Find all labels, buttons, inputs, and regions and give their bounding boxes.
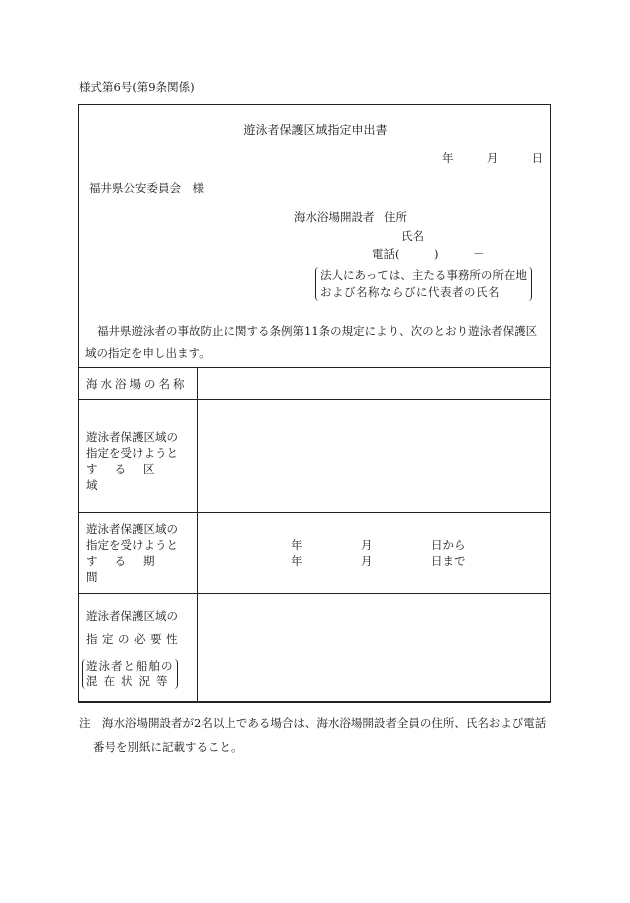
telephone-label: 電話( ) － bbox=[372, 247, 485, 261]
date-year: 年 bbox=[442, 151, 454, 165]
form-number: 様式第6号(第9条関係) bbox=[79, 80, 195, 94]
corporation-note-line1: 法人にあっては、主たる事務所の所在地 bbox=[320, 268, 527, 282]
name-label: 氏名 bbox=[401, 229, 424, 243]
necessity-label bbox=[79, 594, 198, 703]
date-month: 月 bbox=[486, 151, 499, 165]
area-field[interactable] bbox=[198, 400, 551, 513]
statement-text: 福井県遊泳者の事故防止に関する条例第11条の規定により、次のとおり遊泳者保護区域の指定を申し出ます。 bbox=[85, 324, 538, 360]
application-form bbox=[78, 104, 551, 702]
period-to-day: 日まで bbox=[431, 554, 466, 568]
period-label bbox=[79, 513, 198, 594]
table-row bbox=[79, 513, 551, 594]
addressee: 福井県公安委員会 様 bbox=[89, 181, 204, 195]
area-label-line2: 指定を受けようと bbox=[86, 446, 178, 460]
area-label-line1: 遊泳者保護区域の bbox=[86, 430, 178, 444]
date-line bbox=[442, 153, 543, 165]
necessity-bracket-line1: 遊泳者と船舶の bbox=[86, 658, 174, 673]
applicant-label: 海水浴場開設者 bbox=[294, 210, 375, 224]
period-from-day: 日から bbox=[431, 538, 466, 552]
period-from-year: 年 bbox=[291, 538, 303, 552]
period-to-month: 月 bbox=[361, 554, 373, 568]
note-line1: 注 海水浴場開設者が2名以上である場合は、海水浴場開設者全員の住所、氏名および電話 bbox=[79, 716, 547, 730]
period-label-line3: する期間 bbox=[86, 554, 172, 584]
corporation-note bbox=[315, 267, 532, 301]
beach-name-field[interactable] bbox=[198, 368, 551, 400]
form-title: 遊泳者保護区域指定申出書 bbox=[243, 123, 388, 137]
period-label-line2: 指定を受けようと bbox=[86, 538, 178, 552]
period-grid bbox=[198, 533, 550, 573]
beach-name-label: 海水浴場の名称 bbox=[79, 368, 198, 400]
necessity-label-line2: 指定の必要性 bbox=[86, 631, 182, 646]
necessity-bracket-line2: 混在状況等 bbox=[86, 673, 174, 688]
table-row bbox=[79, 368, 551, 400]
period-label-line1: 遊泳者保護区域の bbox=[86, 522, 178, 536]
table-row bbox=[79, 594, 551, 703]
application-table bbox=[78, 367, 551, 703]
period-to-year: 年 bbox=[291, 554, 303, 568]
corporation-note-line2: および名称ならびに代表者の氏名 bbox=[320, 285, 500, 299]
area-label bbox=[79, 400, 198, 513]
note-line2: 番号を別紙に記載すること。 bbox=[93, 740, 243, 754]
period-from-month: 月 bbox=[361, 538, 373, 552]
address-label: 住所 bbox=[384, 210, 407, 224]
area-label-line3: する区域 bbox=[86, 462, 172, 492]
date-day: 日 bbox=[531, 151, 544, 165]
table-row bbox=[79, 400, 551, 513]
necessity-field[interactable] bbox=[198, 594, 551, 703]
necessity-bracket bbox=[82, 659, 178, 689]
necessity-label-line1: 遊泳者保護区域の bbox=[86, 608, 178, 623]
period-field[interactable] bbox=[198, 513, 551, 594]
